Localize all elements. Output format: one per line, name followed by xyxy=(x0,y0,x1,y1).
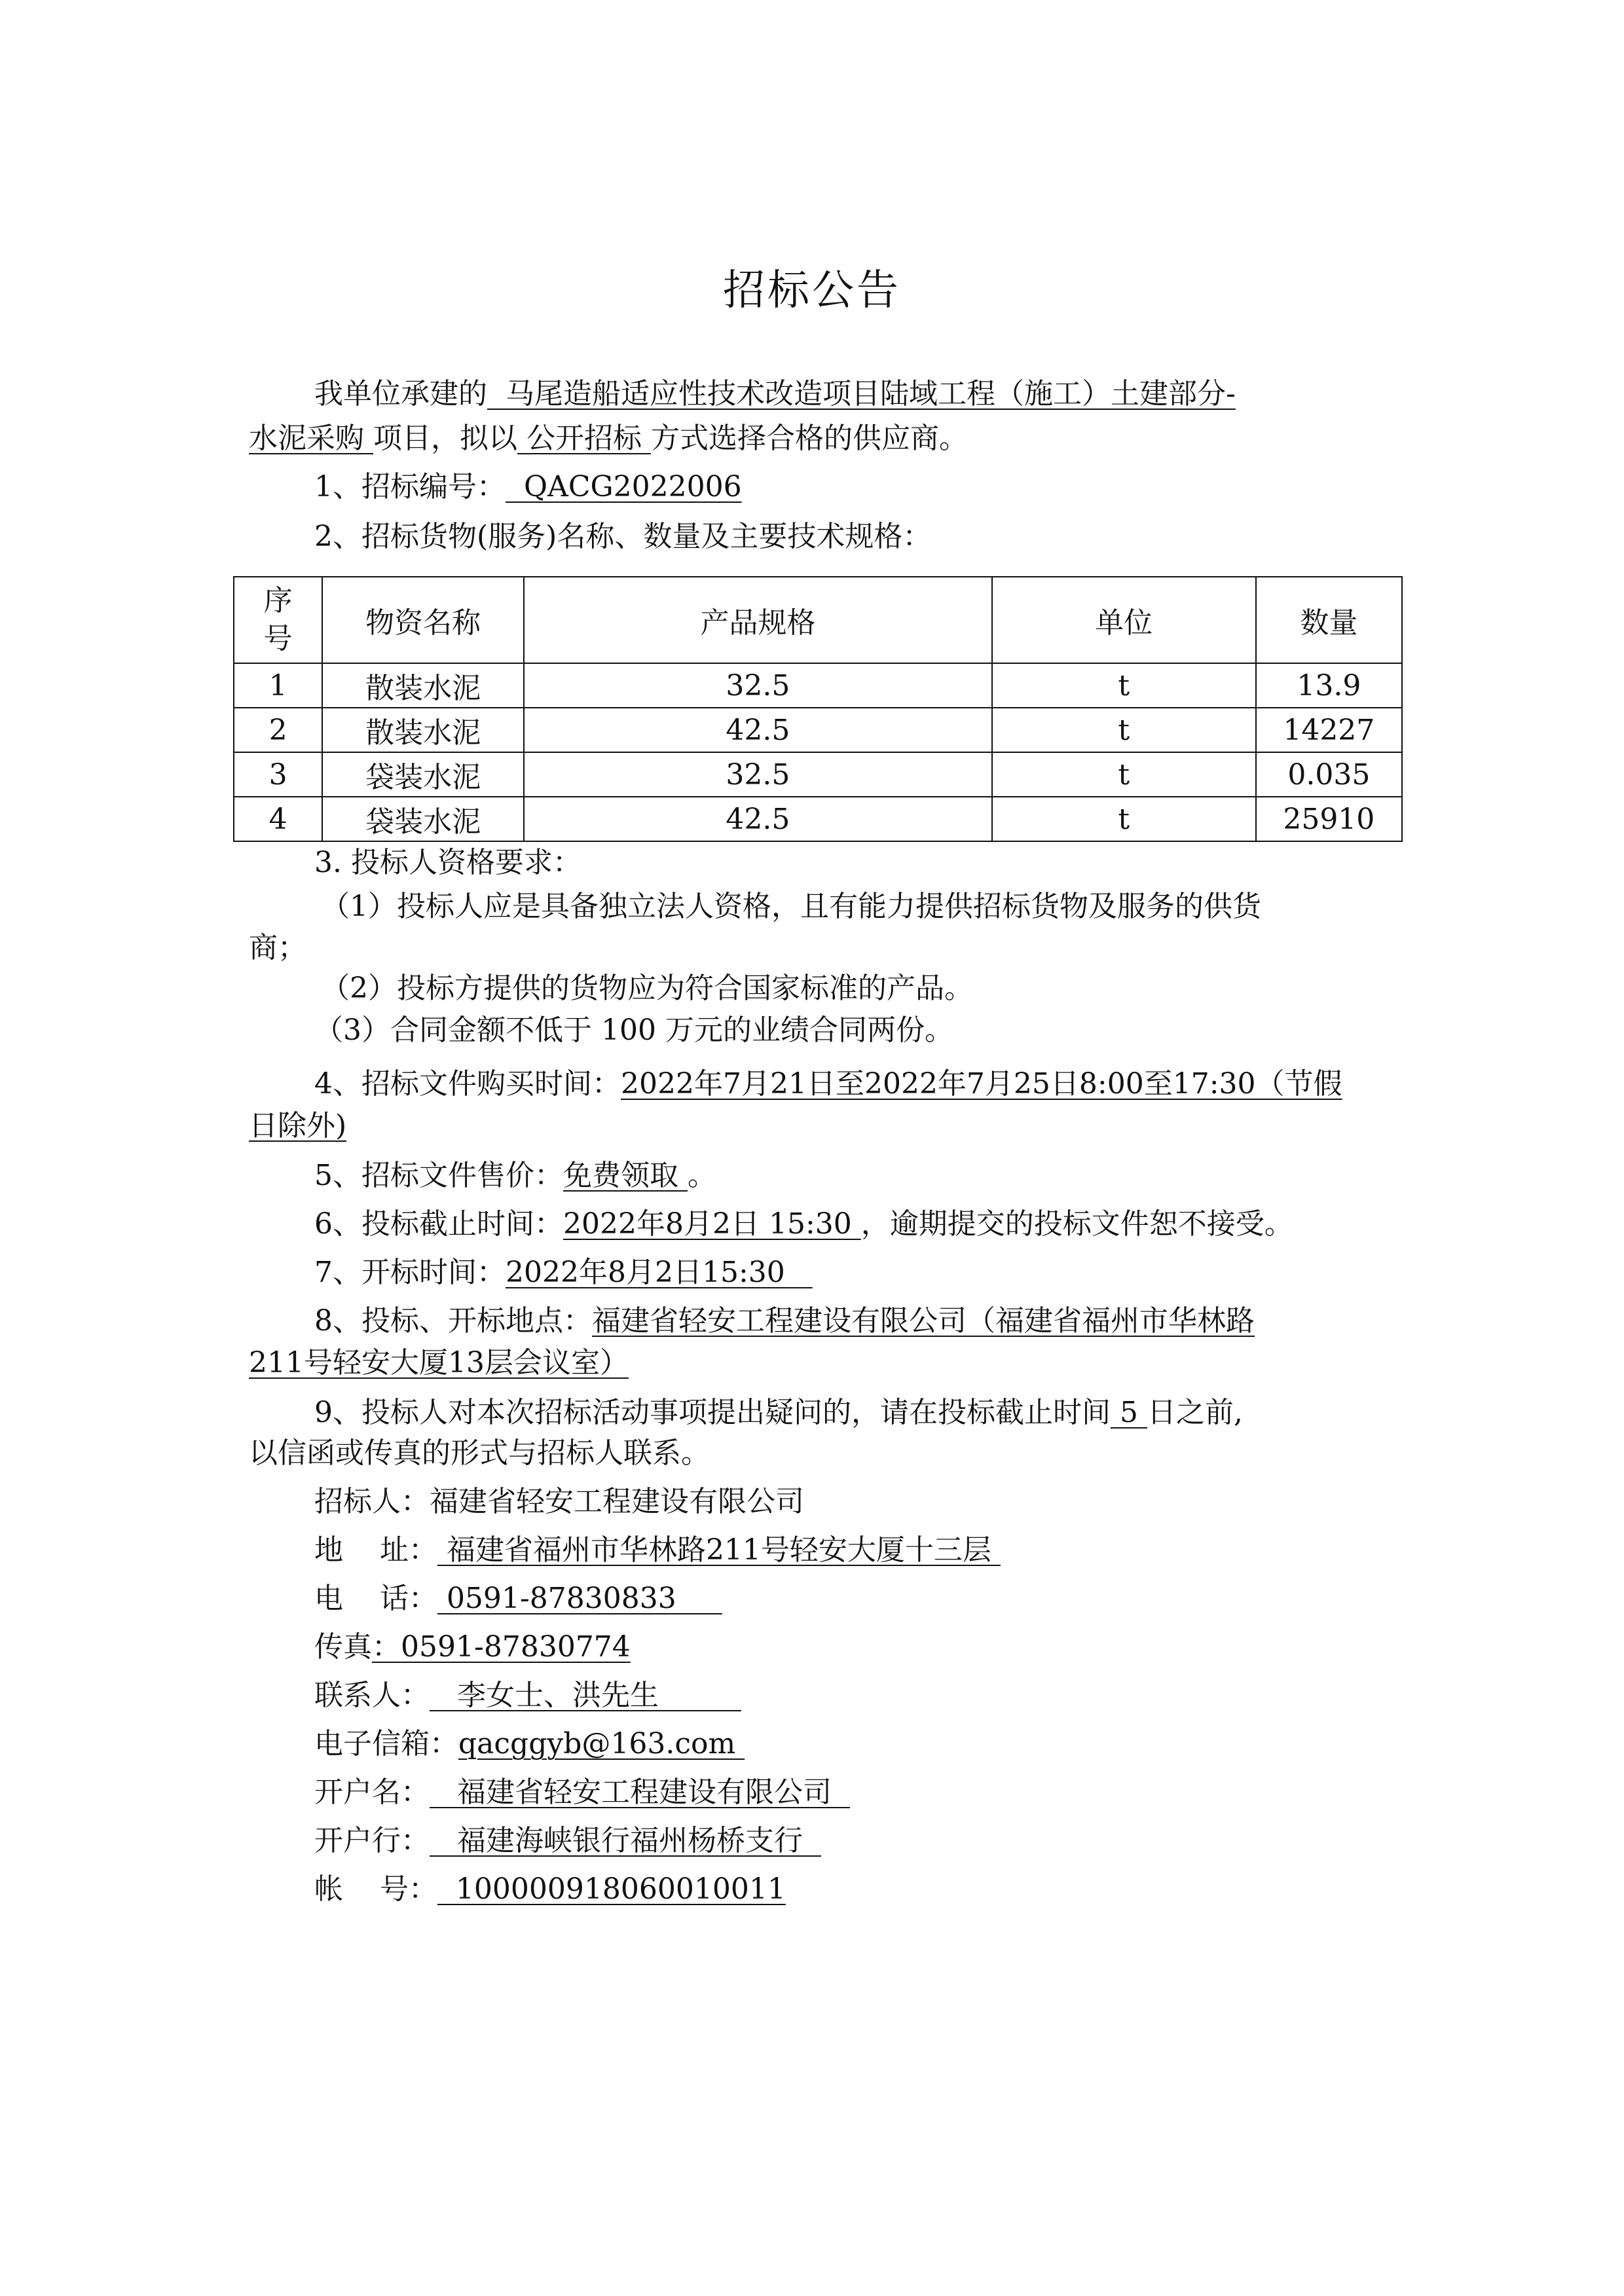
cell-qty: 14227 xyxy=(1256,708,1402,752)
cell-name: 袋装水泥 xyxy=(322,797,524,841)
table-row xyxy=(234,752,1402,797)
table-row xyxy=(234,797,1402,841)
bid-deadline-label: 6、投标截止时间： xyxy=(314,1207,563,1241)
requirement-1: （1）投标人应是具备独立法人资格，且有能力提供招标货物及服务的供货 xyxy=(321,890,1261,923)
location: 福建省轻安工程建设有限公司（福建省福州市华林路 xyxy=(592,1304,1255,1338)
account-number: 100000918060010011 xyxy=(437,1872,786,1906)
tender-number-line xyxy=(314,467,742,507)
inquiry-line-2: 以信函或传真的形式与招标人联系。 xyxy=(249,1436,710,1470)
tenderer-line xyxy=(314,1482,804,1522)
cell-qty: 13.9 xyxy=(1256,663,1402,708)
bank-line xyxy=(314,1821,821,1861)
page-title: 招标公告 xyxy=(723,266,901,315)
table-header-row xyxy=(234,577,1402,663)
cell-qty: 0.035 xyxy=(1256,752,1402,797)
address-label: 地 址： xyxy=(314,1533,437,1567)
bid-deadline-suffix: ，逾期提交的投标文件恕不接受。 xyxy=(860,1207,1293,1241)
requirement-2: （2）投标方提供的货物应为符合国家标准的产品。 xyxy=(321,972,973,1005)
bid-deadline-line xyxy=(314,1205,1293,1244)
cell-seq: 1 xyxy=(234,663,322,708)
location-cont: 211号轻安大厦13层会议室） xyxy=(249,1346,629,1379)
cell-unit: t xyxy=(992,797,1256,841)
cell-unit: t xyxy=(992,663,1256,708)
cell-seq: 2 xyxy=(234,708,322,752)
location-label: 8、投标、开标地点： xyxy=(314,1304,592,1338)
account-name-label: 开户名： xyxy=(314,1776,430,1809)
header-seq xyxy=(234,577,322,663)
purchase-time-cont: 日除外) xyxy=(249,1109,347,1142)
document-price-line xyxy=(314,1156,716,1195)
intro-suffix: 方式选择合格的供应商。 xyxy=(650,422,968,455)
contact-person-label: 联系人： xyxy=(314,1679,430,1712)
tender-number: QACG2022006 xyxy=(506,470,742,503)
phone-line xyxy=(314,1579,722,1618)
email-line xyxy=(314,1724,745,1764)
bid-deadline: 2022年8月2日 15:30 xyxy=(563,1207,861,1241)
goods-heading: 2、招标货物(服务)名称、数量及主要技术规格： xyxy=(314,520,932,553)
document-price-label: 5、招标文件售价： xyxy=(314,1159,563,1192)
header-qty: 数量 xyxy=(1256,577,1402,663)
inquiry-suffix: 日之前, xyxy=(1147,1396,1243,1429)
cell-spec: 32.5 xyxy=(524,663,992,708)
bank: 福建海峡银行福州杨桥支行 xyxy=(430,1824,821,1857)
cell-name: 散装水泥 xyxy=(322,663,524,708)
purchase-time-line xyxy=(314,1065,1342,1104)
bank-label: 开户行： xyxy=(314,1824,430,1857)
contact-person-line xyxy=(314,1676,741,1715)
fax-label: 传真 xyxy=(314,1630,372,1664)
requirement-3: （3）合同金额不低于 100 万元的业绩合同两份。 xyxy=(314,1013,953,1047)
cell-seq: 4 xyxy=(234,797,322,841)
document-price: 免费领取 xyxy=(563,1159,688,1192)
intro-line-2 xyxy=(249,419,968,458)
contact-person: 李女士、洪先生 xyxy=(430,1679,741,1712)
location-line xyxy=(314,1302,1255,1341)
account-name: 福建省轻安工程建设有限公司 xyxy=(430,1776,850,1809)
cell-seq: 3 xyxy=(234,752,322,797)
header-unit: 单位 xyxy=(992,577,1256,663)
intro-middle: 项目，拟以 xyxy=(373,422,517,455)
cell-spec: 42.5 xyxy=(524,708,992,752)
intro-line-1 xyxy=(314,374,1236,414)
fax: ：0591-87830774 xyxy=(372,1630,631,1664)
address-line xyxy=(314,1531,1001,1570)
cell-spec: 42.5 xyxy=(524,797,992,841)
fax-line xyxy=(314,1628,631,1667)
header-seq-line1: 序 xyxy=(263,584,293,617)
inquiry-days: 5 xyxy=(1111,1396,1147,1429)
tenderer-label: 招标人： xyxy=(314,1485,430,1518)
tender-method: 公开招标 xyxy=(517,422,651,455)
opening-time-label: 7、开标时间： xyxy=(314,1256,506,1289)
tenderer: 福建省轻安工程建设有限公司 xyxy=(430,1485,804,1518)
cell-name: 袋装水泥 xyxy=(322,752,524,797)
goods-table xyxy=(233,576,1403,842)
cell-unit: t xyxy=(992,708,1256,752)
inquiry-line xyxy=(314,1393,1243,1432)
intro-prefix: 我单位承建的 xyxy=(314,377,487,410)
inquiry-prefix: 9、投标人对本次招标活动事项提出疑问的，请在投标截止时间 xyxy=(314,1396,1111,1429)
purchase-time: 2022年7月21日至2022年7月25日8:00至17:30（节假 xyxy=(621,1067,1342,1101)
purchase-time-label: 4、招标文件购买时间： xyxy=(314,1067,621,1101)
opening-time-line xyxy=(314,1253,813,1292)
cell-spec: 32.5 xyxy=(524,752,992,797)
requirement-1-cont: 商； xyxy=(249,931,306,964)
purchase-time-line-2 xyxy=(249,1106,346,1146)
account-number-line xyxy=(314,1870,786,1909)
project-name-cont: 水泥采购 xyxy=(249,422,373,455)
project-name: 马尾造船适应性技术改造项目陆域工程（施工）土建部分- xyxy=(487,377,1236,410)
cell-unit: t xyxy=(992,752,1256,797)
document-price-suffix: 。 xyxy=(688,1159,716,1192)
address: 福建省福州市华林路211号轻安大厦十三层 xyxy=(437,1533,1001,1567)
account-name-line xyxy=(314,1773,850,1812)
email-label: 电子信箱： xyxy=(314,1727,458,1760)
header-name: 物资名称 xyxy=(322,577,524,663)
location-line-2 xyxy=(249,1343,629,1383)
header-spec: 产品规格 xyxy=(524,577,992,663)
tender-number-label: 1、招标编号： xyxy=(314,470,506,503)
table-row xyxy=(234,663,1402,708)
opening-time: 2022年8月2日15:30 xyxy=(506,1256,813,1289)
table-row xyxy=(234,708,1402,752)
account-number-label: 帐 号： xyxy=(314,1872,437,1906)
header-seq-line2: 号 xyxy=(263,622,293,655)
cell-name: 散装水泥 xyxy=(322,708,524,752)
qualification-heading: 3. 投标人资格要求： xyxy=(314,846,581,879)
cell-qty: 25910 xyxy=(1256,797,1402,841)
email: qacggyb@163.com xyxy=(458,1727,745,1760)
phone-label: 电 话： xyxy=(314,1582,437,1615)
phone: 0591-87830833 xyxy=(437,1582,722,1615)
